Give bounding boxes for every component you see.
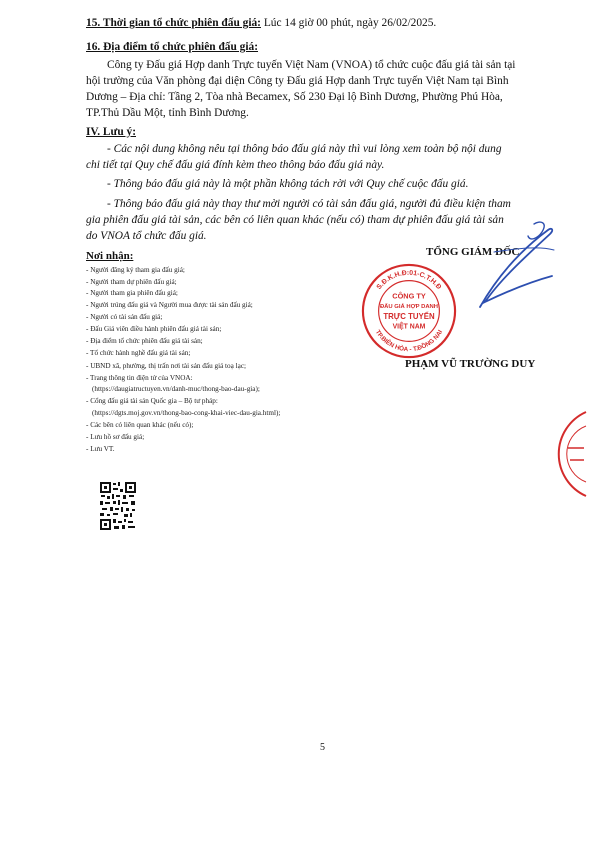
signer-name: PHẠM VŨ TRƯỜNG DUY xyxy=(405,358,536,370)
svg-text:TP.BIÊN HÒA - T.ĐỒNG NAI: TP.BIÊN HÒA - T.ĐỒNG NAI xyxy=(373,328,445,354)
item16-line-4: TP.Thủ Dầu Một, tỉnh Bình Dương. xyxy=(86,107,249,119)
recipient-item: - Người tham dự phiên đấu giá; xyxy=(86,278,177,286)
signature-icon xyxy=(430,212,558,322)
qr-code-icon xyxy=(99,481,137,531)
section4-label: IV. Lưu ý: xyxy=(86,126,136,138)
recipient-item: - Lưu VT. xyxy=(86,445,115,453)
note-line-3: - Thông báo đấu giá này là một phần không tách rời với Quy chế cuộc đấu giá. xyxy=(107,178,469,190)
recipient-item: - Người có tài sản đấu giá; xyxy=(86,313,163,321)
svg-text:VIỆT NAM: VIỆT NAM xyxy=(392,323,426,331)
recipient-item: - UBND xã, phường, thị trấn nơi tài sản đấu giá toạ lạc; xyxy=(86,362,247,370)
recipient-item: - Tổ chức hành nghề đấu giá tài sản; xyxy=(86,349,191,357)
note-line-4: - Thông báo đấu giá này thay thư mời người có tài sản đấu giá, người đủ điều kiện tham xyxy=(107,198,511,210)
recipient-item: - Người đăng ký tham gia đấu giá; xyxy=(86,266,185,274)
recipient-item: (https://daugiatructuyen.vn/danh-muc/thong-bao-dau-gia); xyxy=(92,385,260,393)
note-line-2: chi tiết tại Quy chế đấu giá đính kèm theo thông báo đấu giá này. xyxy=(86,159,385,171)
recipient-item: - Người trúng đấu giá và Người mua được tài sản đấu giá; xyxy=(86,301,253,309)
recipient-item: - Địa điểm tổ chức phiên đấu giá tài sản; xyxy=(86,337,203,345)
recipient-item: - Cổng đấu giá tài sản Quốc gia – Bộ tư pháp: xyxy=(86,397,218,405)
recipient-item: (https://dgts.moj.gov.vn/thong-bao-cong-khai-viec-dau-gia.html); xyxy=(92,409,281,417)
recipient-item: - Các bên có liên quan khác (nếu có); xyxy=(86,421,194,429)
item16-line-1: Công ty Đấu giá Hợp danh Trực tuyến Việt Nam (VNOA) tổ chức cuộc đấu giá tài sản tại xyxy=(107,59,516,71)
svg-text:ĐẤU GIÁ HỢP DANH: ĐẤU GIÁ HỢP DANH xyxy=(379,304,439,311)
note-line-5: gia phiên đấu giá tài sản, các bên có liên quan khác (nếu có) tham dự phiên đấu giá tài sản xyxy=(86,214,504,226)
item15-value: Lúc 14 giờ 00 phút, ngày 26/02/2025. xyxy=(260,17,437,29)
recipient-item: - Trang thông tin điện tử của VNOA: xyxy=(86,374,193,382)
recipient-item: - Người tham gia phiên đấu giá; xyxy=(86,289,178,297)
item16-line-2: hội trường của Văn phòng đại diện Công ty Đấu giá Hợp danh Trực tuyến Việt Nam tại Bình xyxy=(86,75,509,87)
item15-label: 15. Thời gian tổ chức phiên đấu giá: xyxy=(86,17,261,29)
note-line-6: do VNOA tổ chức đấu giá. xyxy=(86,230,207,242)
svg-text:TRỰC TUYẾN: TRỰC TUYẾN xyxy=(383,311,435,321)
signer-position: TỔNG GIÁM ĐỐC xyxy=(426,246,520,258)
recipient-item: - Đấu Giá viên điều hành phiên đấu giá tài sản; xyxy=(86,325,222,333)
recipients-title: Nơi nhận: xyxy=(86,250,134,262)
item16-label: 16. Địa điểm tổ chức phiên đấu giá: xyxy=(86,41,259,53)
item16-line-3: Dương – Địa chỉ: Tầng 2, Tòa nhà Becamex, Số 230 Đại lộ Bình Dương, Phường Phú Hòa, xyxy=(86,91,503,103)
partial-seal-icon xyxy=(528,408,588,500)
svg-text:CÔNG TY: CÔNG TY xyxy=(392,291,426,301)
svg-text:S.Đ.K.H.Đ:01-C.T.H.Đ: S.Đ.K.H.Đ:01-C.T.H.Đ xyxy=(375,269,443,291)
note-line-1: - Các nội dung không nêu tại thông báo đấu giá này thì vui lòng xem toàn bộ nội dung xyxy=(107,143,502,155)
recipient-item: - Lưu hồ sơ đấu giá; xyxy=(86,433,145,441)
page-number: 5 xyxy=(320,742,325,753)
item15-line xyxy=(86,16,436,31)
